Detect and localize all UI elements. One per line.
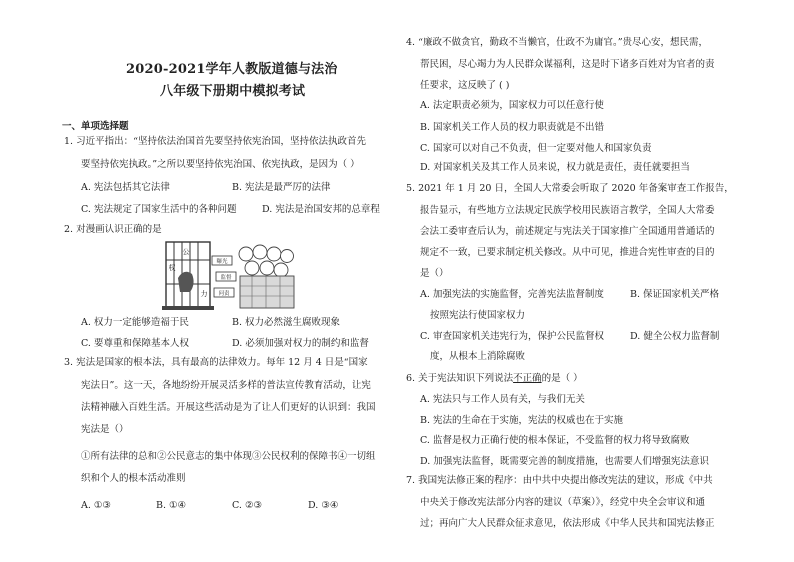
q3-statements-line2: 织和个人的根本活动准则 <box>81 473 186 484</box>
q6-stem-underline: 不正确 <box>513 373 542 384</box>
cartoon-label-li: 力 <box>200 290 208 298</box>
q6-option-b: B. 宪法的生命在于实施，宪法的权威也在于实施 <box>420 415 624 426</box>
q4-stem-line1: 4. “廉政不做贪官，勤政不当懒官，仕政不为庸官。”贵尽心安，想民需， <box>406 37 709 48</box>
q2-option-b: B. 权力必然滋生腐败现象 <box>232 317 341 328</box>
q7-stem-line2: 中央关于修改宪法部分内容的建议（草案）》，经党中央全会审议和通 <box>420 497 706 508</box>
q5-option-a: A. 加强宪法的实施监督，完善宪法监督制度 <box>420 289 604 300</box>
cartoon-label-gong: 公 <box>182 248 190 256</box>
cartoon-sign-supervision: 监督 <box>220 275 232 281</box>
q6-option-c: C. 监督是权力正确行使的根本保证，不受监督的权力将导致腐败 <box>420 435 690 446</box>
q5-stem-line2: 报告显示，有些地方立法规定民族学校用民族语言教学，全国人大常委 <box>420 205 715 216</box>
q3-option-d: D. ③④ <box>308 500 339 511</box>
q2-option-c: C. 要尊重和保障基本人权 <box>81 338 189 349</box>
q3-option-c: C. ②③ <box>232 500 263 511</box>
q2-stem: 2. 对漫画认识正确的是 <box>64 224 162 235</box>
q6-stem <box>406 373 583 385</box>
q6-stem-post: 的是（ ） <box>541 373 583 384</box>
cartoon-image <box>160 238 296 312</box>
q1-option-a: A. 宪法包括其它法律 <box>81 182 170 193</box>
q5-option-d-cont: 度，从根本上消除腐败 <box>430 351 526 362</box>
q2-option-a: A. 权力一定能够造福于民 <box>81 317 189 328</box>
exam-title-line1: 2020-2021学年人教版道德与法治 <box>126 62 338 77</box>
q1-stem-line1: 1. 习近平指出：“坚持依法治国首先要坚持依宪治国，坚持依法执政首先 <box>64 136 366 147</box>
q5-option-b-cont: 按照宪法行使国家权力 <box>430 310 526 321</box>
q6-option-a: A. 宪法只与工作人员有关，与我们无关 <box>420 394 585 405</box>
q4-option-a: A. 法定职责必须为，国家权力可以任意行使 <box>420 100 604 111</box>
q6-stem-pre: 6. 关于宪法知识下列说法 <box>406 373 514 384</box>
q3-statements-line1: ①所有法律的总和②公民意志的集中体现③公民权利的保障书④一切组 <box>81 451 376 462</box>
q4-option-b: B. 国家机关工作人员的权力职责就是不出错 <box>420 122 605 133</box>
q4-option-c: C. 国家可以对自己不负责，但一定要对他人和国家负责 <box>420 143 652 154</box>
q3-stem-line3: 法精神融入百姓生活。开展这些活动是为了让人们更好的认识到：我国 <box>81 402 376 413</box>
q5-stem-line1: 5. 2021 年 1 月 20 日，全国人大常委会听取了 2020 年备案审查工作报告， <box>406 183 734 194</box>
q4-stem-line3: 任要求，这反映了 ( ) <box>420 80 510 91</box>
q1-option-c: C. 宪法规定了国家生活中的各种问题 <box>81 204 237 215</box>
q3-option-a: A. ①③ <box>81 500 111 511</box>
q1-option-b: B. 宪法是最严厉的法律 <box>232 182 331 193</box>
q3-option-b: B. ①④ <box>156 500 187 511</box>
q5-stem-line4: 规定不一致，已要求制定机关修改。从中可见，推进合宪性审查的目的 <box>420 247 715 258</box>
q5-option-c: C. 审查国家机关违宪行为，保护公民监督权 <box>420 331 604 342</box>
cartoon-sign-exposure: 曝光 <box>216 259 228 265</box>
q1-option-d: D. 宪法是治国安邦的总章程 <box>262 204 380 215</box>
q3-stem-line1: 3. 宪法是国家的根本法，具有最高的法律效力。每年 12 月 4 日是“国家 <box>64 357 368 368</box>
q3-stem-line2: 宪法日”。这一天，各地纷纷开展灵活多样的普法宣传教育活动，让宪 <box>81 380 371 391</box>
cartoon-label-quan: 权 <box>168 264 176 272</box>
q7-stem-line3: 过；再向广大人民群众征求意见，依法形成《中华人民共和国宪法修正 <box>420 518 715 529</box>
q5-stem-line5: 是（） <box>420 268 449 279</box>
q6-option-d: D. 加强宪法监督，既需要完善的制度措施，也需要人们增强宪法意识 <box>420 456 709 467</box>
q5-option-d: D. 健全公权力监督制 <box>630 331 720 342</box>
q7-stem-line1: 7. 我国宪法修正案的程序：由中共中央提出修改宪法的建议，形成《中共 <box>406 475 713 486</box>
section-heading: 一、单项选择题 <box>62 121 129 132</box>
q4-stem-line2: 帮民困，尽心竭力为人民群众谋福利，这是时下诸多百姓对为官者的责 <box>420 59 715 70</box>
q3-stem-line4: 宪法是（） <box>81 424 129 435</box>
q2-option-d: D. 必须加强对权力的制约和监督 <box>232 338 369 349</box>
q4-option-d: D. 对国家机关及其工作人员来说，权力就是责任，责任就要担当 <box>420 162 690 173</box>
q5-option-b: B. 保证国家机关严格 <box>630 289 720 300</box>
q5-stem-line3: 会法工委审查后认为，前述规定与宪法关于国家推广全国通用普通话的 <box>420 226 715 237</box>
cartoon-sign-accountability: 问责 <box>218 291 230 297</box>
q1-stem-line2: 要坚持依宪执政。”之所以要坚持依宪治国、依宪执政，是因为（ ） <box>81 159 360 170</box>
exam-title-line2: 八年级下册期中模拟考试 <box>160 84 306 99</box>
